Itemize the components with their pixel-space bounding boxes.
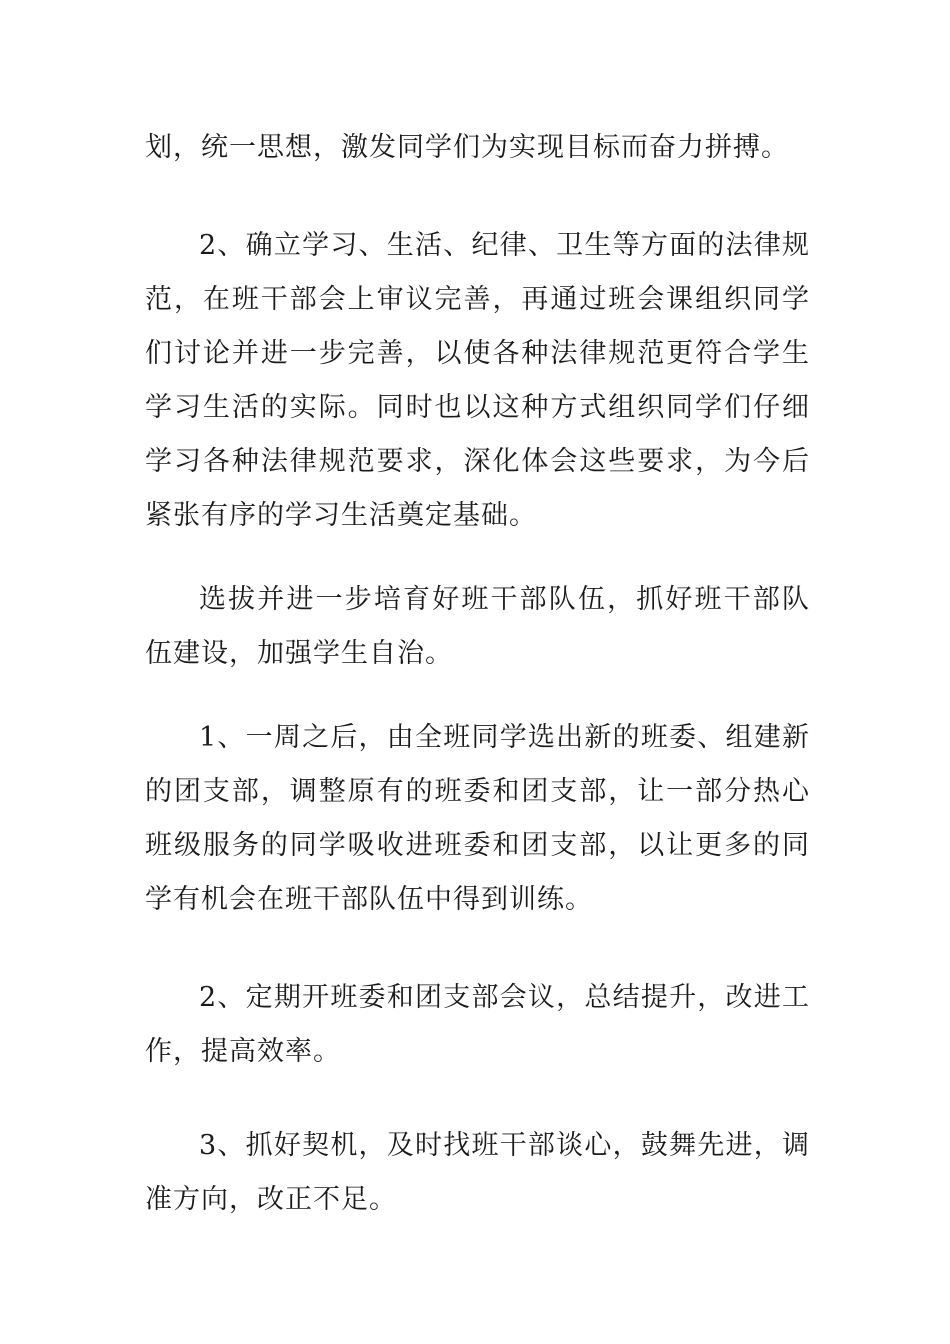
paragraph-item-2-meetings: 2、定期开班委和团支部会议，总结提升，改进工作，提高效率。 bbox=[145, 982, 810, 1067]
paragraph-item-1-election: 1、一周之后，由全班同学选出新的班委、组建新的团支部，调整原有的班委和团支部，让一部分热心班级服务的同学吸收进班委和团支部，以让更多的同学有机会在班干部队伍中得到训练。 bbox=[145, 722, 810, 915]
paragraph-item-2-norms: 2、确立学习、生活、纪律、卫生等方面的法律规范，在班干部会上审议完善，再通过班会课组织同学们讨论并进一步完善，以使各种法律规范更符合学生学习生活的实际。同时也以这种方式组织同学们仔细学习各种法律规范要求，深化体会这些要求，为今后紧张有序的学习生活奠定基础。 bbox=[145, 230, 810, 531]
paragraph-item-3-talks: 3、抓好契机，及时找班干部谈心，鼓舞先进，调准方向，改正不足。 bbox=[145, 1130, 810, 1215]
paragraph-continuation: 划，统一思想，激发同学们为实现目标而奋力拼搏。 bbox=[145, 132, 789, 163]
paragraph-section-cadre: 选拔并进一步培育好班干部队伍，抓好班干部队伍建设，加强学生自治。 bbox=[145, 584, 810, 669]
